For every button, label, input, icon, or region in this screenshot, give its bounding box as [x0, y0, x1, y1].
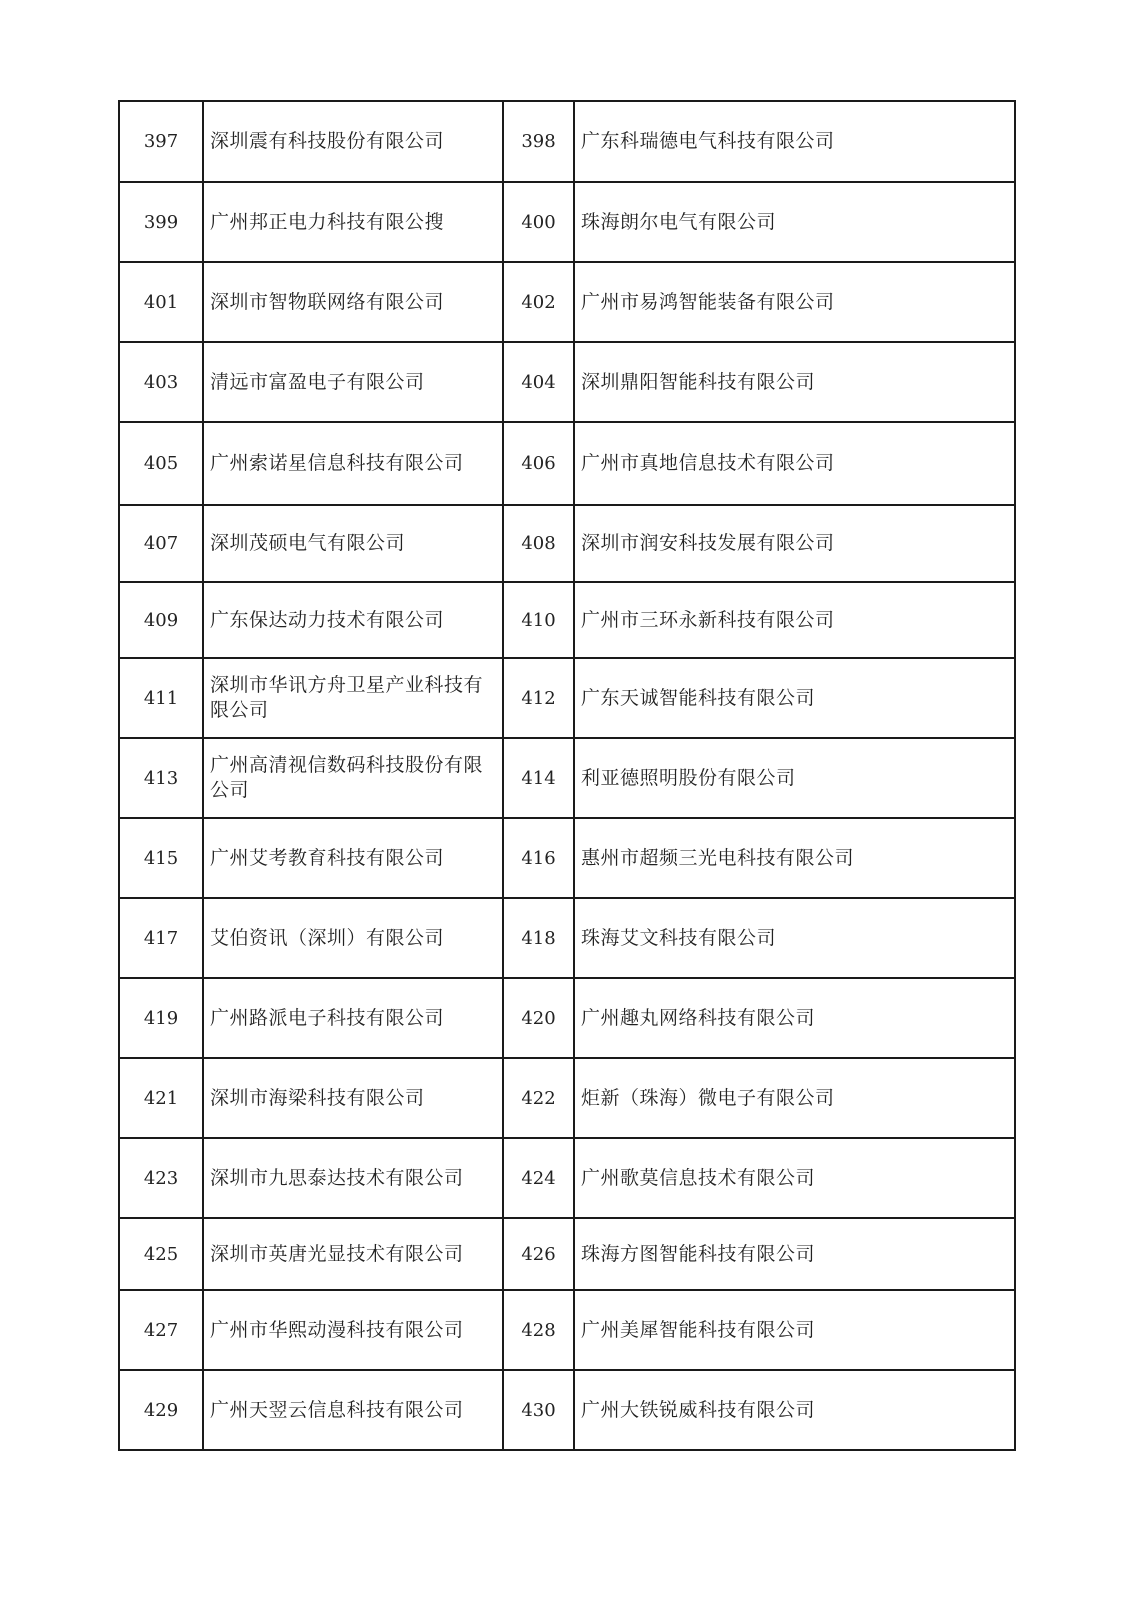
company-name-right: 利亚德照明股份有限公司: [574, 738, 1015, 818]
company-name-right: 深圳市润安科技发展有限公司: [574, 505, 1015, 582]
row-number-right: 402: [503, 262, 574, 342]
row-number-right: 430: [503, 1370, 574, 1450]
company-name-left: 深圳市智物联网络有限公司: [203, 262, 503, 342]
row-number-right: 414: [503, 738, 574, 818]
company-name-left: 广东保达动力技术有限公司: [203, 582, 503, 658]
row-number-left: 403: [119, 342, 203, 422]
row-number-left: 409: [119, 582, 203, 658]
row-number-left: 397: [119, 101, 203, 182]
table-row: [119, 262, 1015, 342]
row-number-right: 406: [503, 422, 574, 505]
table-row: [119, 658, 1015, 738]
company-name-right: 炬新（珠海）微电子有限公司: [574, 1058, 1015, 1138]
table-row: [119, 898, 1015, 978]
table-row: [119, 978, 1015, 1058]
row-number-left: 419: [119, 978, 203, 1058]
table-row: [119, 1138, 1015, 1218]
row-number-right: 398: [503, 101, 574, 182]
company-name-right: 深圳鼎阳智能科技有限公司: [574, 342, 1015, 422]
table-row: [119, 1290, 1015, 1370]
row-number-right: 426: [503, 1218, 574, 1290]
table-row: [119, 182, 1015, 262]
row-number-left: 415: [119, 818, 203, 898]
table-row: [119, 101, 1015, 182]
table-row: [119, 422, 1015, 505]
company-name-left: 广州高清视信数码科技股份有限公司: [203, 738, 503, 818]
row-number-left: 401: [119, 262, 203, 342]
company-name-left: 深圳市华讯方舟卫星产业科技有限公司: [203, 658, 503, 738]
company-name-right: 广东科瑞德电气科技有限公司: [574, 101, 1015, 182]
company-name-right: 广州市真地信息技术有限公司: [574, 422, 1015, 505]
company-name-right: 惠州市超频三光电科技有限公司: [574, 818, 1015, 898]
row-number-right: 412: [503, 658, 574, 738]
table-row: [119, 738, 1015, 818]
company-name-left: 深圳市九思泰达技术有限公司: [203, 1138, 503, 1218]
company-name-left: 广州天翌云信息科技有限公司: [203, 1370, 503, 1450]
row-number-right: 404: [503, 342, 574, 422]
row-number-right: 400: [503, 182, 574, 262]
company-name-left: 广州市华熙动漫科技有限公司: [203, 1290, 503, 1370]
company-name-right: 广东天诚智能科技有限公司: [574, 658, 1015, 738]
company-name-left: 深圳茂硕电气有限公司: [203, 505, 503, 582]
company-name-right: 广州市易鸿智能装备有限公司: [574, 262, 1015, 342]
company-name-left: 深圳市海梁科技有限公司: [203, 1058, 503, 1138]
company-name-left: 广州索诺星信息科技有限公司: [203, 422, 503, 505]
table-row: [119, 1370, 1015, 1450]
company-name-right: 广州市三环永新科技有限公司: [574, 582, 1015, 658]
row-number-right: 428: [503, 1290, 574, 1370]
row-number-left: 413: [119, 738, 203, 818]
row-number-right: 418: [503, 898, 574, 978]
row-number-right: 424: [503, 1138, 574, 1218]
table-row: [119, 1058, 1015, 1138]
row-number-left: 411: [119, 658, 203, 738]
company-name-left: 广州艾考教育科技有限公司: [203, 818, 503, 898]
table-row: [119, 582, 1015, 658]
company-name-right: 珠海方图智能科技有限公司: [574, 1218, 1015, 1290]
table-body: [119, 101, 1015, 1450]
company-name-left: 深圳震有科技股份有限公司: [203, 101, 503, 182]
row-number-right: 420: [503, 978, 574, 1058]
row-number-right: 410: [503, 582, 574, 658]
row-number-left: 407: [119, 505, 203, 582]
row-number-left: 423: [119, 1138, 203, 1218]
company-name-left: 艾伯资讯（深圳）有限公司: [203, 898, 503, 978]
company-name-right: 广州歌莫信息技术有限公司: [574, 1138, 1015, 1218]
company-name-right: 珠海艾文科技有限公司: [574, 898, 1015, 978]
table-row: [119, 818, 1015, 898]
row-number-left: 405: [119, 422, 203, 505]
row-number-left: 417: [119, 898, 203, 978]
row-number-left: 425: [119, 1218, 203, 1290]
table-row: [119, 1218, 1015, 1290]
table-row: [119, 505, 1015, 582]
company-list-table: [118, 100, 1016, 1451]
company-name-right: 广州大铁锐威科技有限公司: [574, 1370, 1015, 1450]
row-number-right: 416: [503, 818, 574, 898]
row-number-right: 422: [503, 1058, 574, 1138]
row-number-right: 408: [503, 505, 574, 582]
company-name-right: 广州美犀智能科技有限公司: [574, 1290, 1015, 1370]
company-name-right: 珠海朗尔电气有限公司: [574, 182, 1015, 262]
table-row: [119, 342, 1015, 422]
row-number-left: 427: [119, 1290, 203, 1370]
company-name-left: 广州邦正电力科技有限公搜: [203, 182, 503, 262]
company-name-right: 广州趣丸网络科技有限公司: [574, 978, 1015, 1058]
row-number-left: 429: [119, 1370, 203, 1450]
company-name-left: 清远市富盈电子有限公司: [203, 342, 503, 422]
row-number-left: 421: [119, 1058, 203, 1138]
row-number-left: 399: [119, 182, 203, 262]
company-name-left: 广州路派电子科技有限公司: [203, 978, 503, 1058]
company-name-left: 深圳市英唐光显技术有限公司: [203, 1218, 503, 1290]
